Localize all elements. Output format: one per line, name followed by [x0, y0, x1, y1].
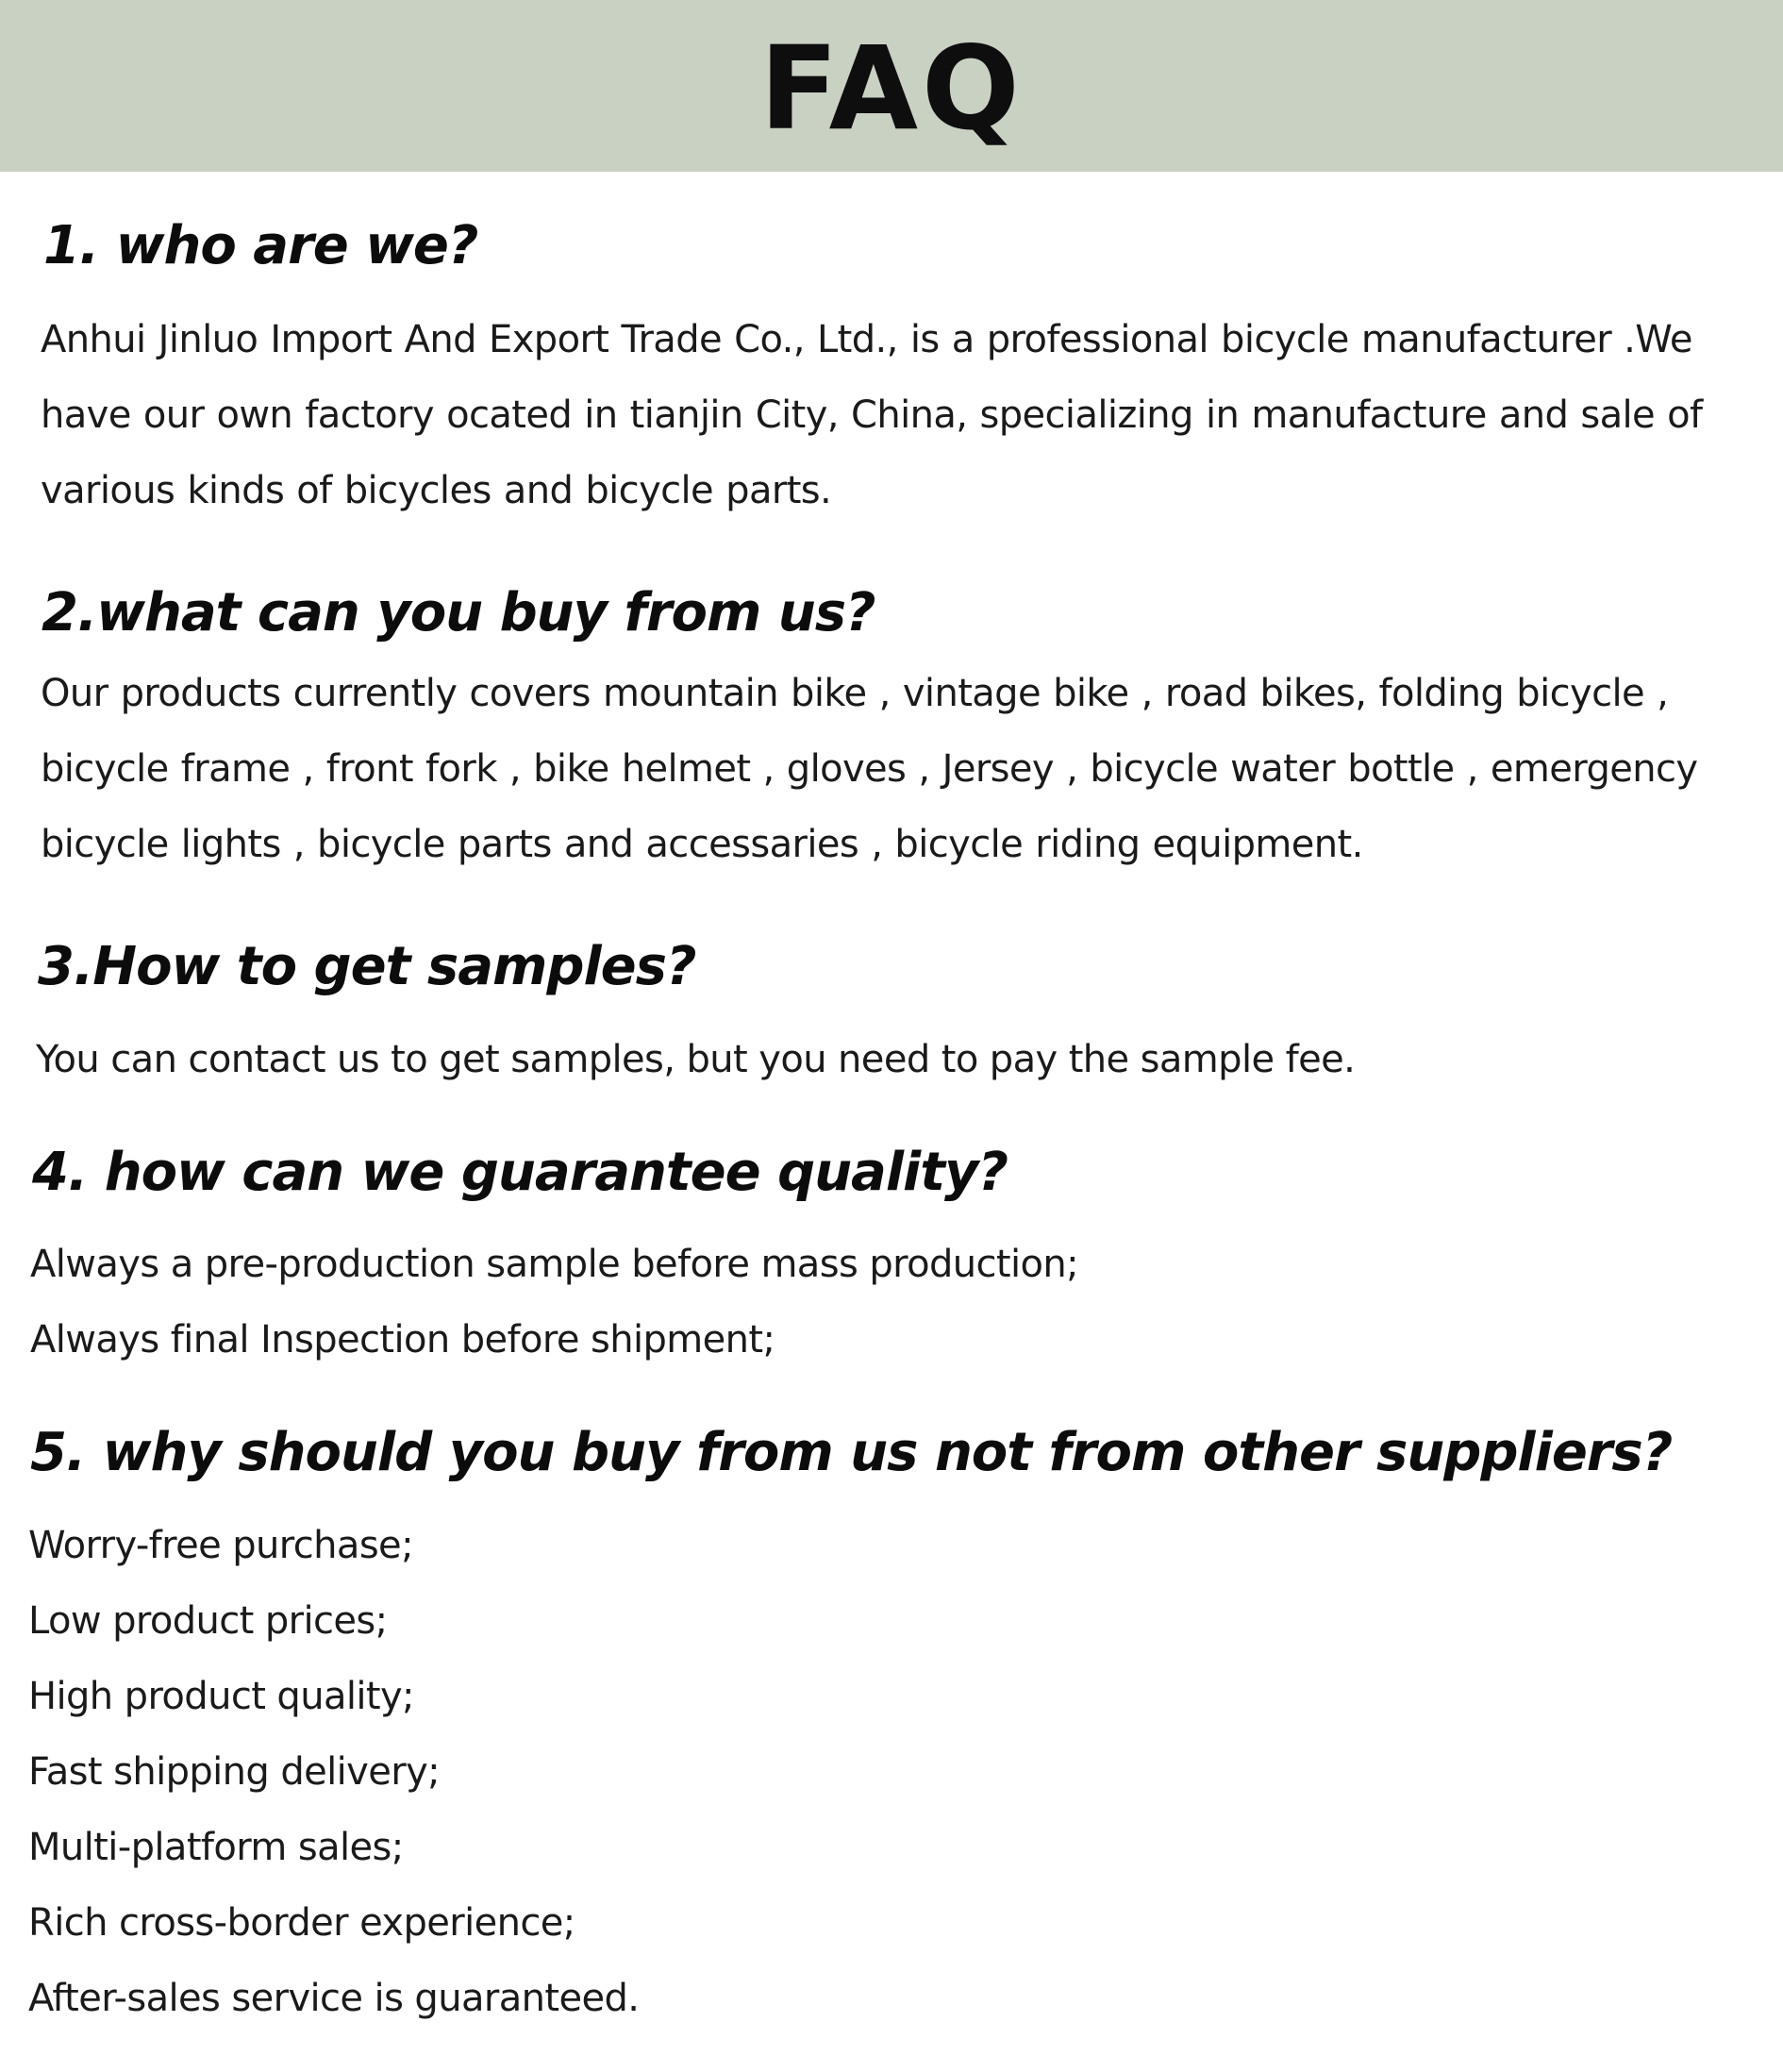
answer-line: High product quality;	[28, 1675, 414, 1718]
answer-line: Low product prices;	[28, 1599, 388, 1643]
answer-list	[28, 1508, 639, 2036]
answer-text	[36, 1022, 1355, 1097]
answer-text: Anhui Jinluo Import And Export Trade Co., Ltd., is a professional bicycle manufacturer .We have our own factory ocated in tianjin City, China, specializing in manufacture and sale of various kinds of bicycles and bicycle parts.	[41, 318, 1703, 512]
question-title: 5. why should you buy from us not from other suppliers?	[30, 1422, 1673, 1483]
page-title: FAQ	[759, 22, 1024, 156]
answer-line: Multi-platform sales;	[28, 1826, 404, 1869]
answer-line: Worry-free purchase;	[28, 1524, 413, 1567]
question-title: 3.How to get samples?	[38, 936, 696, 997]
answer-text: Our products currently covers mountain bike , vintage bike , road bikes, folding bicycle , bicycle frame , front fork , bike helmet , gloves , Jersey , bicycle water bottle , emergency bicycle lights , bicycle parts and accessaries , bicycle riding equipment.	[41, 672, 1698, 866]
question-title: 1. who are we?	[43, 215, 478, 276]
answer-line: After-sales service is guaranteed.	[28, 1977, 640, 2020]
answer-line: Always final Inspection before shipment;	[30, 1318, 775, 1362]
faq-header	[0, 0, 1783, 172]
question-title: 2.what can you buy from us?	[42, 582, 875, 643]
question-title: 4. how can we guarantee quality?	[32, 1142, 1008, 1203]
answer-line: Fast shipping delivery;	[28, 1750, 441, 1794]
answer-list	[30, 1227, 1078, 1378]
answer-line: Rich cross-border experience;	[28, 1901, 575, 1945]
answer-line: Always a pre-production sample before mass production;	[30, 1243, 1078, 1286]
answer-line: You can contact us to get samples, but you need to pay the sample fee.	[36, 1038, 1356, 1081]
